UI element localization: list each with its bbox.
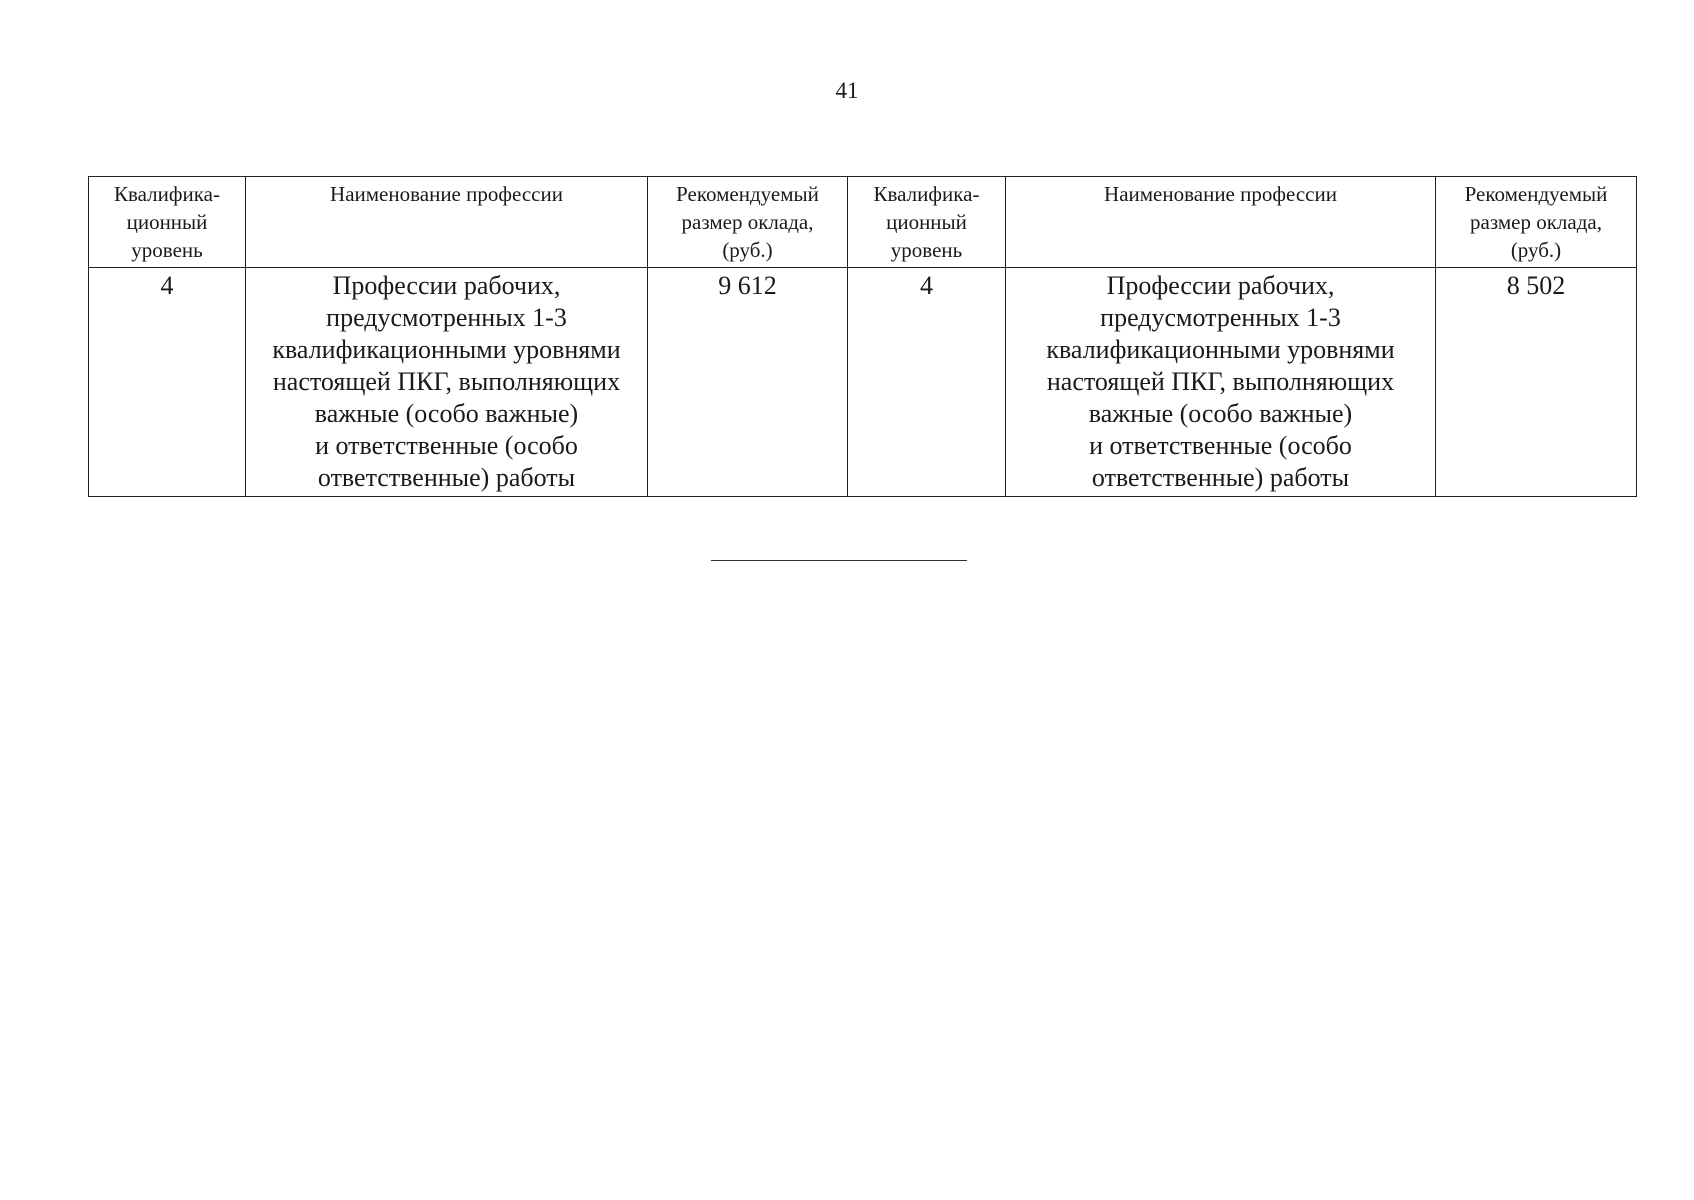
profession-name-right-cell [1006, 268, 1436, 497]
header-profession-name-left [246, 177, 648, 268]
header-line: уровень [890, 238, 963, 262]
profession-line: квалификационными уровнями [1046, 335, 1395, 364]
end-of-section-rule [711, 560, 967, 561]
header-line: Рекомендуемый [676, 182, 819, 206]
profession-line: важные (особо важные) [314, 399, 579, 428]
profession-line: ответственные) работы [317, 463, 576, 492]
profession-line: квалификационными уровнями [272, 335, 621, 364]
header-line: (руб.) [1510, 238, 1562, 262]
header-line: Рекомендуемый [1464, 182, 1608, 206]
header-profession-name-right [1006, 177, 1436, 268]
header-line: Наименование профессии [1104, 182, 1337, 206]
recommended-salary-right-cell: 8 502 [1436, 268, 1637, 497]
header-line: Квалифика- [114, 182, 220, 206]
profession-line: и ответственные (особо [1089, 431, 1352, 460]
header-line: Квалифика- [873, 182, 980, 206]
table-row [89, 268, 1637, 497]
page-number: 41 [835, 78, 859, 103]
header-line: ционный [126, 210, 208, 234]
qualification-level-left-cell: 4 [89, 268, 246, 497]
header-line: ционный [886, 210, 967, 234]
header-qualification-level-right [848, 177, 1006, 268]
header-recommended-salary-left [648, 177, 848, 268]
header-line: (руб.) [722, 238, 773, 262]
header-line: Наименование профессии [330, 182, 563, 206]
header-line: размер оклада, [681, 210, 814, 234]
profession-line: Профессии рабочих, [332, 271, 561, 300]
salary-table [88, 176, 1637, 497]
profession-line: Профессии рабочих, [1106, 271, 1335, 300]
table-header-row [89, 177, 1637, 268]
header-line: размер оклада, [1470, 210, 1602, 234]
profession-name-left-cell [246, 268, 648, 497]
qualification-level-right-cell: 4 [848, 268, 1006, 497]
profession-line: настоящей ПКГ, выполняющих [272, 367, 621, 396]
profession-line: предусмотренных 1-3 [326, 303, 567, 332]
recommended-salary-left-cell: 9 612 [648, 268, 848, 497]
profession-line: важные (особо важные) [1088, 399, 1353, 428]
header-qualification-level-left [89, 177, 246, 268]
header-recommended-salary-right [1436, 177, 1637, 268]
profession-line: настоящей ПКГ, выполняющих [1046, 367, 1395, 396]
profession-line: и ответственные (особо [315, 431, 578, 460]
header-line: уровень [131, 238, 203, 262]
profession-line: предусмотренных 1-3 [1100, 303, 1341, 332]
profession-line: ответственные) работы [1091, 463, 1350, 492]
